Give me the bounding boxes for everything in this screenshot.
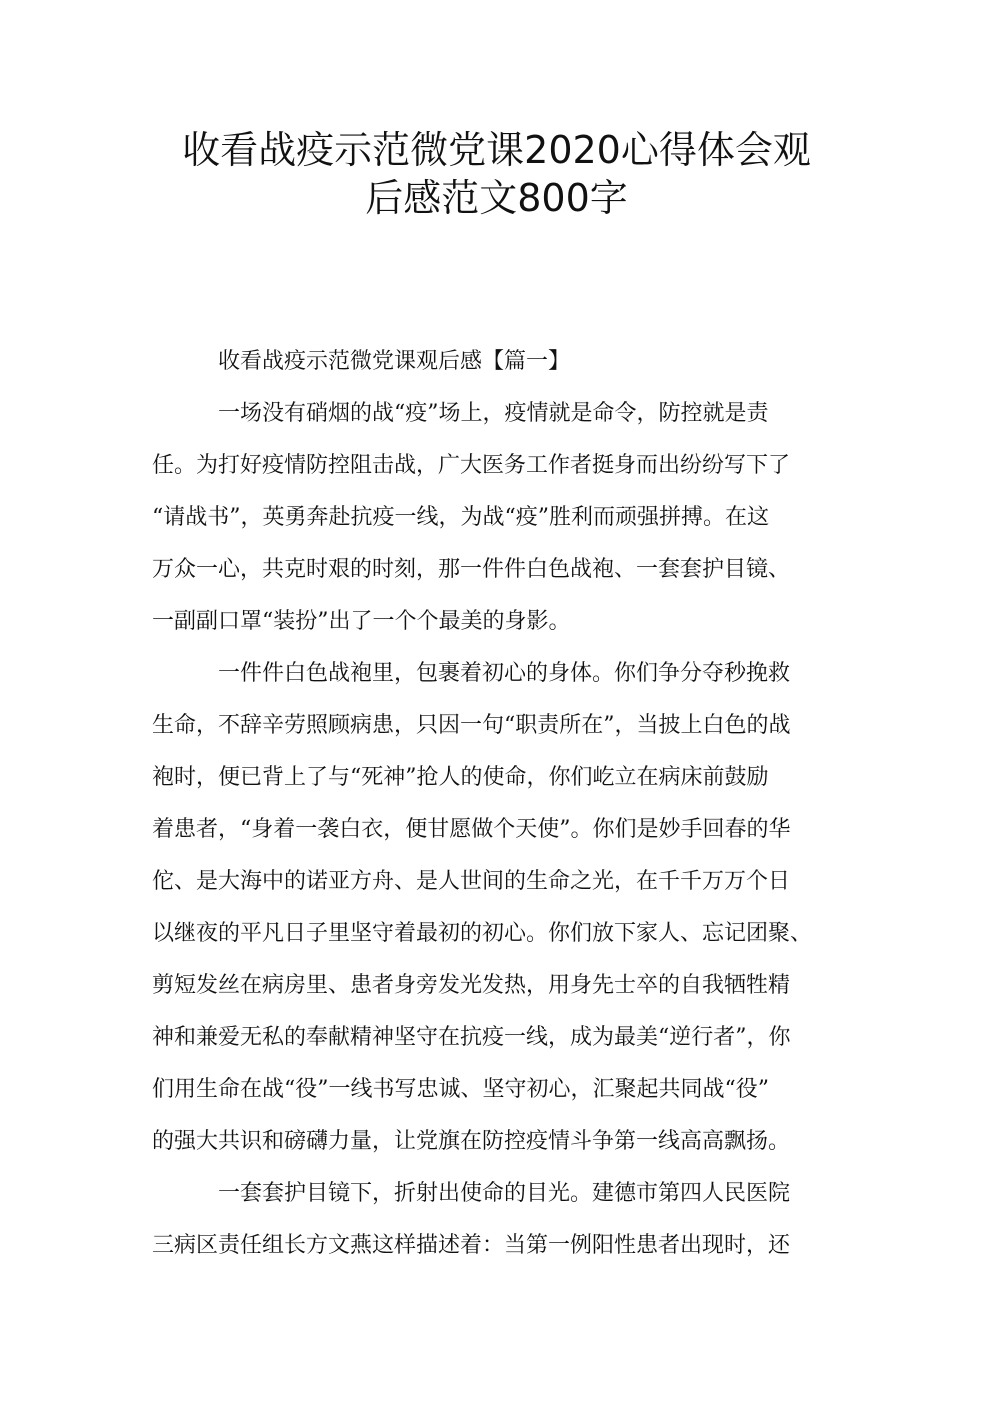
text-line: 佗、是大海中的诺亚方舟、是人世间的生命之光，在千千万万个日 <box>152 869 791 894</box>
text-line: 一副副口罩“装扮”出了一个个最美的身影。 <box>152 609 571 634</box>
text-line: 神和兼爱无私的奉献精神坚守在抗疫一线，成为最美“逆行者”，你 <box>152 1025 791 1050</box>
document-title-line-1: 收看战疫示范微党课2020心得体会观 <box>182 128 811 172</box>
text-line: 一场没有硝烟的战“疫”场上，疫情就是命令，防控就是责 <box>218 401 769 426</box>
text-line: 着患者，“身着一袭白衣，便甘愿做个天使”。你们是妙手回春的华 <box>152 817 791 842</box>
text-line: 袍时，便已背上了与“死神”抢人的使命，你们屹立在病床前鼓励 <box>152 765 769 790</box>
text-line: “请战书”，英勇奔赴抗疫一线，为战“疫”胜利而顽强拼搏。在这 <box>152 505 769 530</box>
text-line: 们用生命在战“役”一线书写忠诚、坚守初心，汇聚起共同战“役” <box>152 1077 769 1102</box>
text-line: 任。为打好疫情防控阻击战，广大医务工作者挺身而出纷纷写下了 <box>152 453 791 478</box>
text-line: 一套套护目镜下，折射出使命的目光。建德市第四人民医院 <box>218 1181 791 1206</box>
text-line: 万众一心，共克时艰的时刻，那一件件白色战袍、一套套护目镜、 <box>152 557 791 582</box>
text-line: 的强大共识和磅礴力量，让党旗在防控疫情斗争第一线高高飘扬。 <box>152 1129 791 1154</box>
text-line: 一件件白色战袍里，包裹着初心的身体。你们争分夺秒挽救 <box>218 661 791 686</box>
text-line: 以继夜的平凡日子里坚守着最初的初心。你们放下家人、忘记团聚、 <box>152 921 813 946</box>
document-body <box>152 336 842 1272</box>
text-line: 剪短发丝在病房里、患者身旁发光发热，用身先士卒的自我牺牲精 <box>152 973 791 998</box>
text-line: 生命，不辞辛劳照顾病患，只因一句“职责所在”，当披上白色的战 <box>152 713 791 738</box>
document-title-line-2: 后感范文800字 <box>365 176 628 220</box>
text-line: 收看战疫示范微党课观后感【篇一】 <box>218 349 571 374</box>
text-line: 三病区责任组长方文燕这样描述着：当第一例阳性患者出现时，还 <box>152 1233 791 1258</box>
